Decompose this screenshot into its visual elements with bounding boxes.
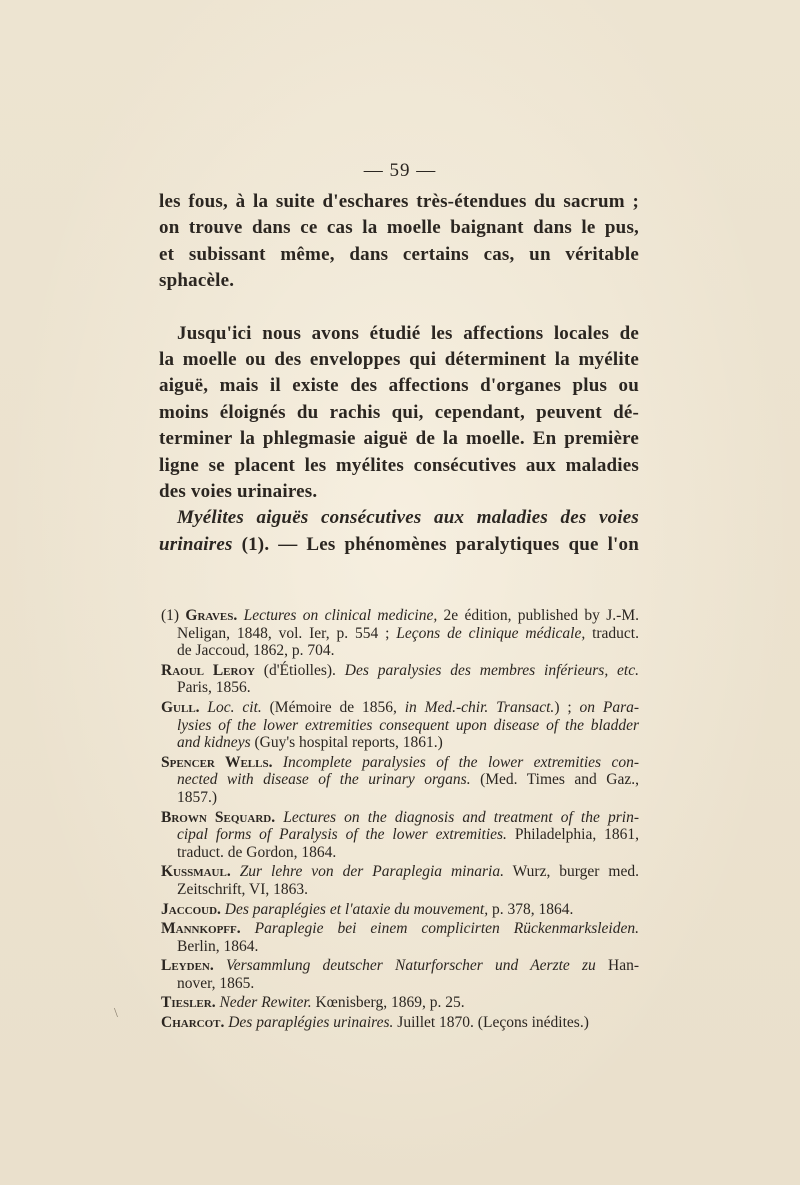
footnote-line — [161, 607, 639, 625]
footnote-text: Berlin, 1864. — [177, 937, 259, 955]
footnote-line — [161, 625, 639, 643]
footnote-line — [161, 863, 639, 881]
footnote-entry — [161, 863, 639, 898]
footnote-line — [161, 809, 639, 827]
para2-line4: moins éloignés du rachis qui, cependant, peuvent dé- — [159, 401, 639, 423]
footnote-line — [161, 754, 639, 772]
footnote-text: nover, 1865. — [177, 974, 255, 992]
para3-line1: Myélites aiguës consécutives aux maladies des voies — [177, 507, 639, 529]
footnote-text: 1857.) — [177, 788, 218, 806]
footnote-author: Kussmaul. — [161, 863, 231, 881]
footnote-text: (Med. Times and Gaz., — [470, 771, 639, 789]
footnote-title: Versammlung deutscher Naturforscher und Aerzte zu — [225, 957, 596, 975]
footnote-line — [161, 662, 639, 680]
footnote-title: nected with disease of the urinary organs. — [177, 771, 471, 789]
para2-line7: des voies urinaires. — [159, 481, 318, 503]
footnote-text: Wurz, burger med. — [503, 863, 639, 881]
footnote-title: lysies of the lower extremities consequent upon disease of the bladder — [177, 716, 639, 734]
para2-line6: ligne se placent les myélites consécutives aux maladies — [159, 454, 639, 476]
footnote-title: Paraplegie bei einem complicirten Rückenmarksleiden. — [254, 920, 639, 938]
footnote-line — [161, 699, 639, 717]
footnote-line — [161, 975, 639, 993]
footnote-title: cipal forms of Paralysis of the lower extremities. — [177, 826, 507, 844]
footnote-line — [161, 717, 639, 735]
footnote-text: Paris, 1856. — [177, 679, 251, 697]
footnote-title: and kidneys — [177, 734, 251, 752]
footnote-text: (1) — [161, 607, 186, 624]
footnote-line — [161, 1014, 639, 1032]
footnote-author: Raoul Leroy — [161, 661, 255, 679]
footnote-line — [161, 734, 639, 752]
footnote-title: Incomplete paralysies of the lower extremities con- — [282, 753, 639, 771]
para1-line4: sphacèle. — [159, 270, 235, 292]
para2-line3: aiguë, mais il existe des affections d'organes plus ou — [159, 375, 639, 397]
footnote-text: de Jaccoud, 1862, p. 704. — [177, 642, 335, 660]
footnote-line — [161, 920, 639, 938]
footnote-line — [161, 994, 639, 1012]
footnote-line — [161, 901, 639, 919]
footnote-entry — [161, 809, 639, 862]
para1-line3: et subissant même, dans certains cas, un véritable — [159, 243, 639, 265]
footnote-text: 2e édition, published by J.-M. — [437, 607, 639, 624]
para3-italic: urinaires — [159, 533, 233, 555]
footnote-entry — [161, 662, 639, 697]
footnote-entry — [161, 901, 639, 919]
footnote-text: p. 378, 1864. — [488, 900, 574, 918]
footnote-text: traduct. — [585, 624, 639, 642]
footnote-title: Des paralysies des membres inférieurs, etc. — [344, 661, 639, 679]
footnote-title: in Med.-chir. Transact. — [404, 698, 555, 716]
footnote-text: Juillet 1870. (Leçons inédites.) — [393, 1014, 589, 1032]
footnote-text — [241, 920, 255, 937]
footnote-author: Jaccoud. — [161, 900, 221, 918]
page-number: — 59 — — [363, 160, 437, 181]
margin-mark: \ — [114, 1006, 118, 1021]
footnote-text: ) ; — [554, 698, 580, 716]
footnote-line — [161, 844, 639, 862]
footnote-title: Neder Rewiter. — [219, 994, 312, 1012]
footnote-author: Brown Sequard. — [161, 808, 276, 826]
para3-line2 — [159, 532, 639, 558]
footnote-title: Des paraplégies urinaires. — [228, 1014, 394, 1032]
footnote-author: Graves. — [185, 607, 238, 624]
footnote-line — [161, 881, 639, 899]
footnote-text — [214, 957, 226, 974]
footnote-text: (Mémoire de 1856, — [261, 698, 405, 716]
footnotes — [161, 607, 639, 1034]
footnote-text — [272, 754, 282, 771]
body-text — [159, 189, 639, 558]
footnote-author: Mannkopff. — [161, 920, 241, 938]
footnote-author: Gull. — [161, 698, 200, 716]
para3-rest: (1). — Les phénomènes paralytiques que l'on — [232, 533, 639, 555]
footnote-line — [161, 679, 639, 697]
footnote-title: Leçons de clinique médicale, — [396, 624, 586, 642]
footnote-entry — [161, 994, 639, 1012]
footnote-title: Zur lehre von der Paraplegia minaria. — [239, 863, 504, 881]
footnote-text: Philadelphia, 1861, — [506, 826, 639, 844]
footnote-entry — [161, 699, 639, 752]
para2-line5: terminer la phlegmasie aiguë de la moelle. En première — [159, 428, 639, 450]
footnote-text: (d'Étiolles). — [254, 661, 345, 679]
footnote-entry — [161, 607, 639, 660]
footnote-title: on Para- — [579, 698, 640, 716]
footnote-line — [161, 938, 639, 956]
footnote-title: Loc. cit. — [207, 698, 262, 716]
footnote-author: Spencer Wells. — [161, 753, 273, 771]
footnote-entry — [161, 754, 639, 807]
footnote-title: Des paraplégies et l'ataxie du mouvement, — [224, 900, 489, 918]
footnote-line — [161, 957, 639, 975]
footnote-text — [275, 809, 283, 826]
footnote-entry — [161, 920, 639, 955]
footnote-text: Zeitschrift, VI, 1863. — [177, 880, 309, 898]
footnote-line — [161, 826, 639, 844]
para1-line2: on trouve dans ce cas la moelle baignant dans le pus, — [159, 217, 639, 239]
footnote-text: Neligan, 1848, vol. Ier, p. 554 ; — [177, 624, 397, 642]
footnote-text: Han- — [595, 957, 640, 975]
footnote-line — [161, 642, 639, 660]
footnote-text: (Guy's hospital reports, 1861.) — [250, 734, 443, 752]
footnote-author: Charcot. — [161, 1014, 225, 1032]
footnote-title: Lectures on the diagnosis and treatment of the prin- — [283, 808, 639, 826]
footnote-author: Leyden. — [161, 957, 214, 975]
footnote-author: Tiesler. — [161, 994, 216, 1012]
footnote-title: Lectures on clinical medicine, — [243, 607, 438, 624]
footnote-line — [161, 789, 639, 807]
paragraph-gap — [159, 295, 639, 321]
para2-line2: la moelle ou des enveloppes qui déterminent la myélite — [159, 349, 639, 371]
footnote-text — [231, 863, 240, 880]
footnote-entry — [161, 957, 639, 992]
para2-line1: Jusqu'ici nous avons étudié les affections locales de — [177, 322, 639, 344]
footnote-line — [161, 771, 639, 789]
footnote-text: traduct. de Gordon, 1864. — [177, 843, 337, 861]
para1-line1: les fous, à la suite d'eschares très-étendues du sacrum ; — [159, 191, 639, 212]
footnote-text: Kœnisberg, 1869, p. 25. — [311, 994, 465, 1012]
footnote-entry — [161, 1014, 639, 1032]
